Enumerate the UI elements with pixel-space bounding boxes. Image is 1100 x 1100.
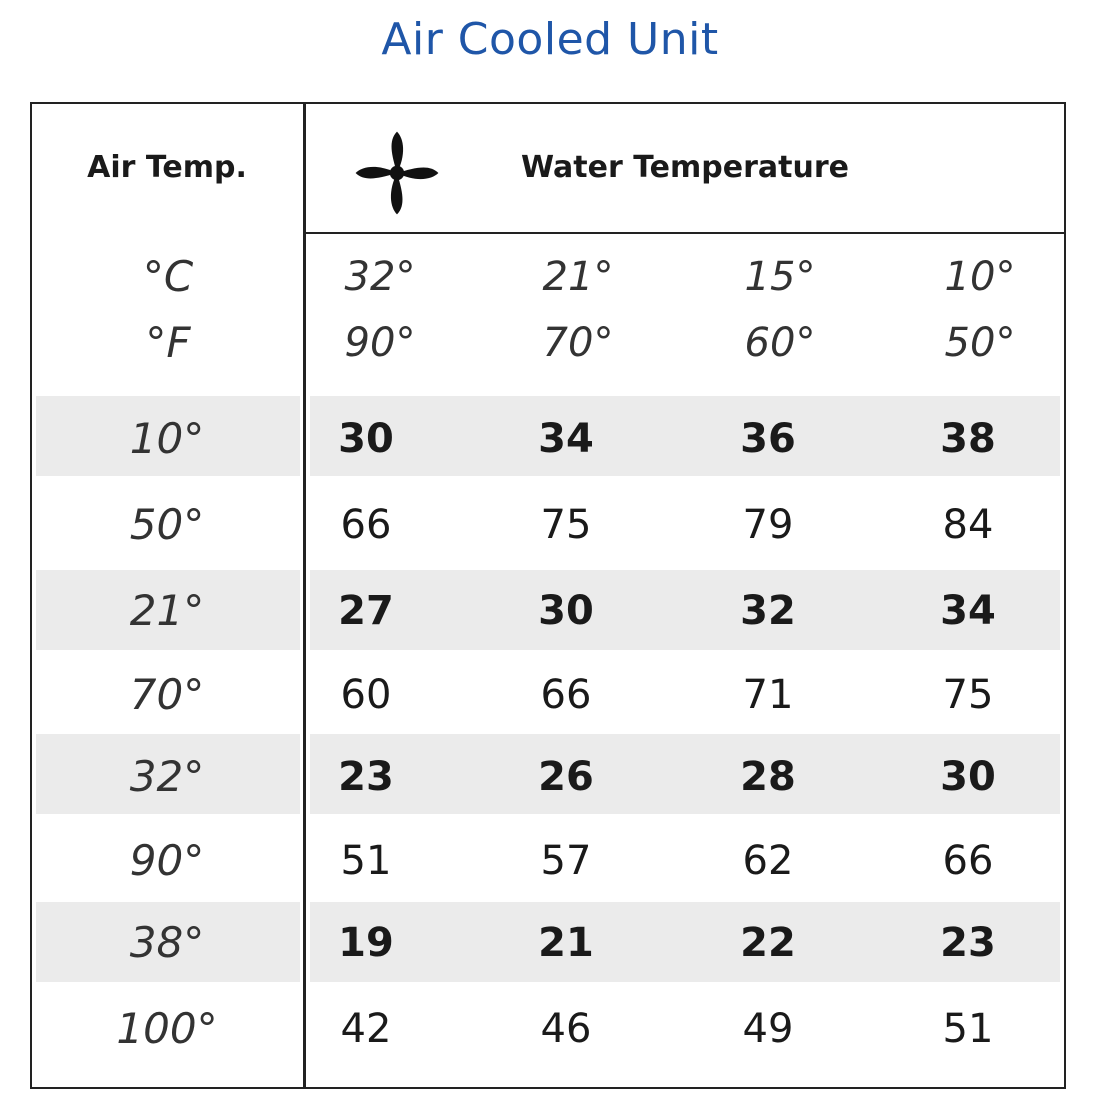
air-temp-row-label: 50° [129,500,205,549]
table-cell: 51 [340,838,392,884]
table-cell: 66 [340,502,392,548]
table-cell: 75 [540,502,592,548]
page-title: Air Cooled Unit [381,14,719,65]
table-cell: 22 [740,920,796,966]
water-temp-c-4: 10° [944,254,1016,300]
table-cell: 26 [538,754,594,800]
table-cell: 60 [340,672,392,718]
table-cell: 30 [940,754,996,800]
water-temp-c-3: 15° [744,254,816,300]
table-cell: 28 [740,754,796,800]
air-temp-row-label: 32° [129,752,205,801]
unit-celsius: °C [142,252,194,301]
water-temp-c-1: 32° [344,254,416,300]
air-temp-row-label: 100° [116,1004,218,1053]
table-cell: 32 [740,588,796,634]
water-temp-f-2: 70° [542,320,614,366]
air-temp-row-label: 90° [129,836,205,885]
table-cell: 51 [942,1006,994,1052]
fan-icon [352,128,442,218]
table-cell: 49 [742,1006,794,1052]
table-cell: 71 [742,672,794,718]
table-cell: 46 [540,1006,592,1052]
table-cell: 75 [942,672,994,718]
water-temp-f-4: 50° [944,320,1016,366]
air-temp-row-label: 70° [129,670,205,719]
unit-fahrenheit: °F [145,318,191,367]
table-cell: 79 [742,502,794,548]
air-temp-row-label: 10° [129,414,205,463]
table-cell: 23 [940,920,996,966]
air-temp-row-label: 38° [129,918,205,967]
table-cell: 36 [740,416,796,462]
table-cell: 21 [538,920,594,966]
table-cell: 57 [540,838,592,884]
table-cell: 42 [340,1006,392,1052]
water-temp-c-2: 21° [542,254,614,300]
table-cell: 38 [940,416,996,462]
water-temperature-header: Water Temperature [521,150,849,185]
table-cell: 30 [338,416,394,462]
table-cell: 66 [942,838,994,884]
table-cell: 66 [540,672,592,718]
table-cell: 30 [538,588,594,634]
table-cell: 62 [742,838,794,884]
air-temp-header: Air Temp. [87,150,247,185]
water-temp-f-1: 90° [344,320,416,366]
header-divider [305,232,1065,234]
table-cell: 19 [338,920,394,966]
table-cell: 34 [538,416,594,462]
air-temp-row-label: 21° [129,586,205,635]
table-cell: 84 [942,502,994,548]
table-cell: 34 [940,588,996,634]
table-cell: 23 [338,754,394,800]
water-temp-f-3: 60° [744,320,816,366]
table-cell: 27 [338,588,394,634]
